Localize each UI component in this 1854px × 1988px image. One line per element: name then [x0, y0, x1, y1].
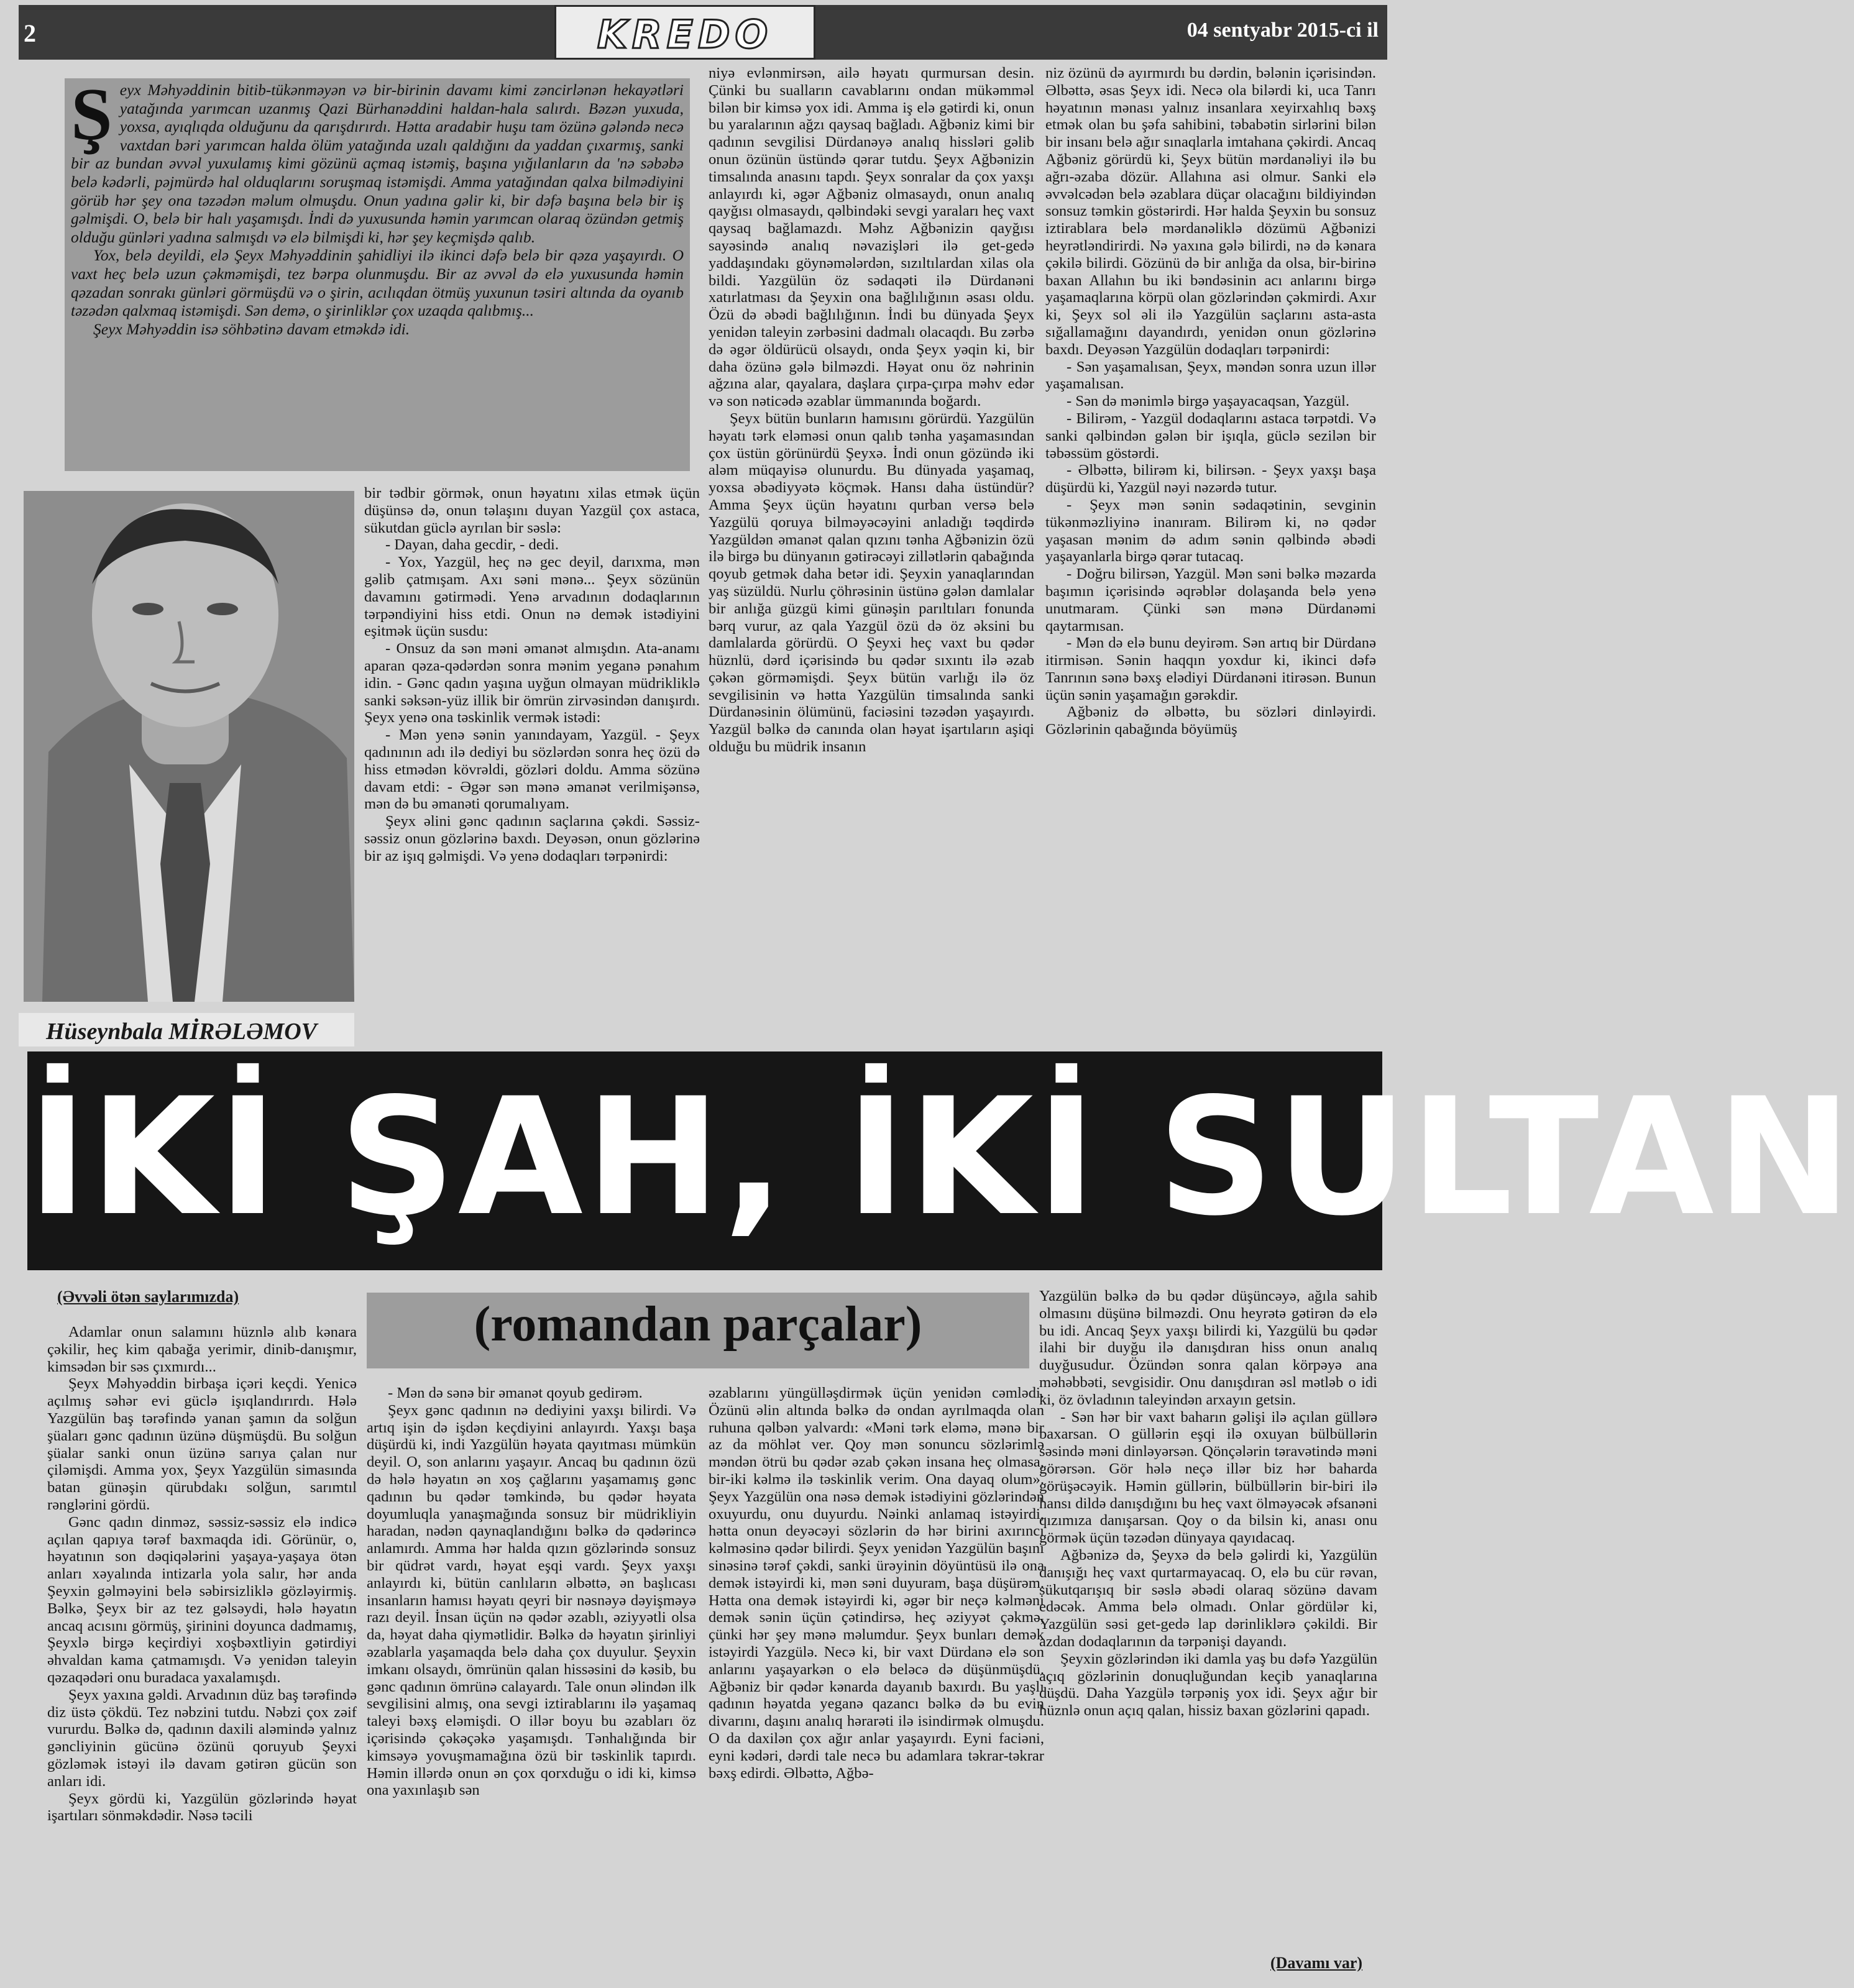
- paragraph: - Onsuz da sən məni əmanət almışdın. Ata-anamı aparan qəza-qədərdən sonra mənim yeganə pənahım idin. - Gənc qadın yaşına uyğun olmayan müdrikliklə sanki səksən-yüz illik bir ömrün zirvəsindən danışırdı. Şeyx yenə ona təskinlik vermək istədi:: [364, 640, 700, 726]
- paragraph: - Sən hər bir vaxt baharın gəlişi ilə açılan güllərə baxarsan. O güllərin eşqi ilə oxuyan bülbüllərin səsində məni dinləyərsən. Qönçələrin təravətində məni görərsən. Gör hələ neçə illər biz hər baharda görüşəcəyik. Həmin güllərin, bülbüllərin bir-biri ilə hansı dildə danışdığını bu heç vaxt ölməyəcək əfsanəni qızımıza danışarsan. Qoy o da bilsin ki, anası onu görmək üçün təzədən dünyaya qayıdacaq.: [1039, 1408, 1377, 1547]
- paragraph: - Şeyx mən sənin sədaqətinin, sevginin tükənməzliyinə inanıram. Bilirəm ki, nə qədər yaşasan mənim də adım sənin qəlbində əbədi yaşayanlarla birgə qərar tutacaq.: [1045, 496, 1376, 566]
- intro-paragraph: Yox, belə deyildi, elə Şeyx Məhyəddinin şahidliyi ilə ikinci dəfə belə bir qəza yaşayırdı. O vaxt heç belə uzun çəkməmişdi, tez bərpa olunmuşdu. Bir az əvvəl də elə yuxusunda həmin qəzadan sonrakı günləri görmüşdü və o şirin, acılıqdan ötmüş yuxunun təsiri altında da oyanıb təzədən qalxmaq istəmişdi. Sən demə, o şirinliklər çox uzaqda qalıbmış...: [71, 246, 684, 320]
- paragraph: - Sən də mənimlə birgə yaşayacaqsan, Yazgül.: [1067, 393, 1350, 410]
- paragraph: Yazgülün bəlkə də bu qədər düşüncəyə, ağıla sahib olmasını düşünə bilməzdi. Onu heyrətə gətirən də elə bu idi. Ancaq Şeyx yaxşı bilirdi ki, Yazgülü bu qədər ilahi bir duyğu ilə danışdıran hiss onun analıq duyğusudur. Özündən sonra qalan körpəyə ana məhəbbəti, sevgisidir. Onu danışdıran əsl mətləb o idi ki, öz övladının taleyindən arxayın getsin.: [1039, 1288, 1377, 1408]
- intro-box: [65, 73, 690, 471]
- article-column-3: [1045, 65, 1376, 1059]
- paragraph: Şeyx əlini gənc qadının saçlarına çəkdi. Səssiz-səssiz onun gözlərinə baxdı. Deyəsən, onun gözlərinə bir az işıq gəlmişdi. Və yenə dodaqları tərpənirdi:: [364, 813, 700, 864]
- paragraph: Şeyxin gözlərindən iki damla yaş bu dəfə Yazgülün açıq gözlərinin donuqluğundan keçib yanaqlarına düşdü. Daha Yazgülə tərpəniş yox idi. Şeyx ağır bir hüznlə onun açıq qalan, hissiz baxan gözlərini qapadı.: [1039, 1650, 1377, 1720]
- section-logo-box: [554, 5, 815, 60]
- paragraph: niz özünü də ayırmırdı bu dərdin, bələnin içərisindən. Əlbəttə, əsas Şeyx idi. Necə ola bilərdi ki, uca Tanrı həyatının mənası yalnız insanlara xeyirxahlıq bəxş etmək olan bu şəfa sahibini, təbabətin sirlərini bilən bir insanı belə ağır sınaqlarla imtahana çəkirdi. Ancaq Ağbəniz görürdü ki, Şeyx bütün mərdanəliyi ilə bu ağrı-əzaba dözür. Allahına asi olmur. Sanki elə əvvəlcədən belə əzablara düçar olacağını bildiyindən sonsuz təmkin göstərirdi. Hər halda Şeyxin bu sonsuz iztirablara belə mərdanəliklə dözümü Ağbənizi heyrətləndirirdi. Nə yaxına gələ bilirdi, nə də kənara çəkilə bilirdi. Gözünü də bir anlığa da olsa, bir-birinə baxan Allahın bu iki bəndəsinin acı anlarını birgə yaşamaqlarına körpü olan gözlərindən çəkmirdi. Axır ki, Şeyx sol əli ilə Yazgülün saçlarını asta-asta sığallamağını dayandırdı, yenidən onun gözlərinə baxdı. Deyəsən Yazgülün dodaqları tərpənirdi:: [1045, 65, 1376, 358]
- author-caption-box: [19, 1013, 354, 1047]
- issue-date: 04 sentyabr 2015-ci il: [1186, 19, 1379, 42]
- paragraph: Ağbəniz də əlbəttə, bu sözləri dinləyirdi. Gözlərinin qabağında böyümüş: [1045, 703, 1376, 738]
- article-column-6: [709, 1385, 1044, 1981]
- paragraph: - Yox, Yazgül, heç nə gec deyil, darıxma, mən gəlib çatmışam. Axı səni mənə... Şeyx sözünün davamını gətirmədi. Yenə arvadının dodaqlarının tərpəndiyini hiss etdi. Onun nə demək istədiyini eşitmək üçün susdu:: [364, 554, 700, 640]
- paragraph: - Mən yenə sənin yanındayam, Yazgül. - Şeyx qadınının adı ilə dediyi bu sözlərdən sonra heç özü də hiss etmədən kövrəldi, gözləri doldu. Amma sözünə davam etdi: - Əgər sən mənə əmanət verilmişənsə, mən də bu əmanəti qorumalıyam.: [364, 726, 700, 813]
- paragraph: Şeyx yaxına gəldi. Arvadının düz baş tərəfində diz üstə çökdü. Tez nəbzini tutdu. Nəbzi çox zəif vururdu. Bəlkə də, qadının daxili aləmində yalnız gəncliyinin gücünə özünü qoruyub Şeyxi gözləmək istəyi ilə davam gətirən gücün son anları idi.: [47, 1686, 357, 1790]
- paragraph: - Doğru bilirsən, Yazgül. Mən səni bəlkə məzarda başımın içərisində əqrəblər dolaşanda belə yenə unutmaram. Çünki sən mənə Dürdanəmi qaytarmısan.: [1045, 566, 1376, 634]
- page-header: [19, 5, 1387, 60]
- intro-paragraph: eyx Məhyəddinin bitib-tükənməyən və bir-birinin davamı kimi zəncirlənən hekayətləri yatağında yarımcan uzanmış Qazi Bürhanəddini haldan-hala salırdı. Bəzən yuxuda, yoxsa, ayıqlıqda olduğunu da qarışdırırdı. Hətta aradabir huşu tam özünə gələndə necə vaxtdan bəri yarımcan halda ölüm yatağında uzalı qaldığını da yaddan çıxarmış, sanki bir az bundan əvvəl yuxulamış kimi gözünü açmaq istəmiş, başına yığılanların da 'nə səbəbə belə kədərli, pəjmürdə hal olduqlarını soruşmaq istəmişdi. Amma yatağından qalxa bilmədiyini görüb hər şey ona təzədən məlum olmuşdu. Onun yadına gəlir ki, bir dəfə başına belə bir iş gəlmişdi. O, belə bir halı yaşamışdı. İndi də yuxusunda həmin yarımcan olaraq özündən getmiş olduğu günləri yadına salmışdı və elə bilmişdi ki, hər şey keçmişdə qalıb.: [71, 81, 684, 246]
- paragraph: əzablarını yüngülləşdirmək üçün yenidən cəmlədi. Özünü əlin altında bəlkə də ondan ayrılmaqda olan ruhuna qəlbən yalvardı: «Məni tərk eləmə, mənə bir az da möhlət ver. Qoy mən sonuncu sözlərimlə məndən ötrü bu qədər əzab çəkən insana heç olmasa, bir-iki kəlmə ilə təskinlik verim. Ona dayaq olum». Şeyx Yazgülün ona nəsə demək istədiyini gözlərindən oxuyurdu, onu duyurdu. Nəinki anlamaq istəyirdi, hətta onun deyəcəyi sözlərin də hər birini axırıncı kəlməsinə qədər bilirdi. Şeyx yenidən Yazgülün başını sinəsinə tərəf çəkdi, sanki ürəyinin döyüntüsü ilə ona demək istəyirdi ki, mən səni duyuram, başa düşürəm. Hətta ona demək istəyirdi ki, əgər bir neçə kəlməni demək sənin üçün çətindirsə, heç əziyyət çəkmə, çünki hər şey mənə məlumdur. Şeyx bunları demək istəyirdi Yazgülə. Necə ki, bir vaxt Dürdanə elə son anlarını yaşayarkən o elə beləcə də düşünmüşdü. Ağbəniz bir qədər kənarda dayanıb baxırdı. Bu yaşlı qadının həyatda yeganə qazancı bəlkə də bu evin divarını, daşını analıq hərarəti ilə isindirmək olmuşdu. O da daxilən çox ağır anlar yaşayırdı. Eyni faciəni, eyni kədəri, dərdi tale necə bu adamlara təkrar-təkrar bəxş edirdi. Əlbəttə, Ağbə-: [709, 1385, 1044, 1782]
- author-photo: [24, 491, 354, 1002]
- article-column-5: [367, 1385, 696, 1981]
- headline-banner: [27, 1051, 1854, 1270]
- subtitle: (romandan parçalar): [474, 1297, 922, 1352]
- paragraph: Şeyx gənc qadının nə dediyini yaxşı bilirdi. Və artıq işin də işdən keçdiyini anlayırdı. Yaxşı başa düşürdü ki, indi Yazgülün həyata qayıtması mümkün deyil. O, son anlarını yaşayır. Ancaq bu qadının özü də hələ həyatın ən xoş çağlarını yaşamamış gənc qadının bu qədər təmkində, bu qədər həyata doyumluqla yanaşmağında sonsuz bir müdrikliyin haradan, nədən qaynaqlandığını bəlkə də qədərincə anlamırdı. Amma hər halda qızın gözlərində sonsuz bir qüdrət vardı, həyat eşqi vardı. Şeyx yaxşı anlayırdı ki, bütün canlıların əlbəttə, ən başlıcası insanların hamısı həyatı qeyri bir nəsnəyə dəyişməyə razı deyil. İnsan üçün nə qədər əzablı, əziyyətli olsa da, həyat daha qiymətlidir. Bəlkə də həyatın şirinliyi əzablarla yaşamaqda belə daha çox duyulur. Şeyxin imkanı olsaydı, ömrünün qalan hissəsini də kəsib, bu gənc qadının ömrünə calayardı. Tale onun əlindən ilk sevgilisini almış, ona sevgi iztirablarını ilə yaşamaq taleyi bəxş eləmişdi. O illər boyu bu əzabları öz içərisində çəkəçəkə yaşamışdı. Tənhalığında bir kimsəyə yovuşmamağına özü bir təskinlik tapırdı. Həmin illərdə onun ən çox qorxduğu o idi ki, kimsə ona yaxınlaşıb sən: [367, 1401, 696, 1799]
- paragraph: - Sən yaşamalısan, Şeyx, məndən sonra uzun illər yaşamalısan.: [1045, 358, 1376, 393]
- page-number: 2: [24, 19, 36, 47]
- author-name: Hüseynbala MİRƏLƏMOV: [46, 1019, 317, 1045]
- headline: İKİ ŞAH, İKİ SULTAN: [27, 1064, 1854, 1252]
- article-column-1: [364, 485, 700, 1028]
- paragraph: niyə evlənmirsən, ailə həyatı qurmursan desin. Çünki bu sualların cavablarını ondan mükəmməl bilən bir kimsə yox idi. Amma iş elə gətirdi ki, onun bu yaralarının ağzı qaysaq bağladı. Ağbəniz kimi bir qadının sevgilisi Dürdanəyə analıq hissləri gəlib onun özünün üstündə qərar tutdu. Şeyx Ağbənizin timsalında anasını tapdı. Şeyx sonralar da çox yaxşı anlayırdı ki, əgər Ağbəniz olmasaydı, onun analıq qayğısı olmasaydı, qəlbindəki sevgi yaraları heç vaxt qaysaq bağlamazdı. Məhz Ağbənizin qayğısı sayəsində analıq nəvazişləri ilə get-gedə yaddaşındakı göynəmələrdən, sızıltılardan xilas ola bildi. Yazgülün öz sədaqəti ilə Dürdanəni xatırlatması da Şeyxin ona bağlılığının əsası oldu. Özü də əbədi bağlılığının. İndi bu dünyada Şeyx yenidən taleyin zərbəsini dadmalı olacaqdı. Bu zərbə də əgər öldürücü olsaydı, onda Şeyx yəqin ki, bir daha özünə gələ bilməzdi. Həyat onu öz nəhrinin ağzına alar, qayalara, daşlara çırpa-çırpa məhv edər və son nəticədə əzablar ümmanında boğardı.: [709, 65, 1034, 410]
- paragraph: - Əlbəttə, bilirəm ki, bilirsən. - Şeyx yaxşı başa düşürdü ki, Yazgül nəyi nəzərdə tutur.: [1045, 462, 1376, 497]
- paragraph: - Dayan, daha gecdir, - dedi.: [385, 536, 559, 554]
- paragraph: Ağbənizə də, Şeyxə də belə gəlirdi ki, Yazgülün danışığı heç vaxt qurtarmayacaq. O, elə bu cür rəvan, sükutqarışıq bir səslə əbədi olaraq sözünə davam edəcək. Amma belə olmadı. Onlar gördülər ki, Yazgülün səsi get-gedə lap dərinliklərə çəkildi. Bir azdan dodaqlarının da tərpənişi dayandı.: [1039, 1546, 1377, 1650]
- paragraph: Şeyx Məhyəddin birbaşa içəri keçdi. Yenicə açılmış səhər evi güclə işıqlandırırdı. Hələ Yazgülün baş tərəfində yanan şamın da solğun şüaları gənc qadının üzünə düşmüşdü. Bu solğun şüalar sanki onun üzünə sarıya çalan nur çiləmişdi. Amma yox, Şeyx Yazgülün simasında batan günəşin qürubdakı solğun, sarımtıl rənglərini gördü.: [47, 1375, 357, 1513]
- previous-issues-note: (Əvvəli ötən saylarımızda): [57, 1288, 239, 1306]
- paragraph: Şeyx gördü ki, Yazgülün gözlərində həyat işartıları sönməkdədir. Nəsə təcili: [47, 1790, 357, 1825]
- article-column-2: [709, 65, 1034, 1054]
- paragraph: - Mən də sənə bir əmanət qoyub gedirəm.: [388, 1385, 643, 1401]
- subtitle-box: [367, 1293, 1029, 1368]
- paragraph: - Bilirəm, - Yazgül dodaqlarını astaca tərpətdi. Və sanki qəlbindən gələn bir işıqla, güclə sezilən bir təbəssüm göstərdi.: [1045, 410, 1376, 462]
- paragraph: Adamlar onun salamını hüznlə alıb kənara çəkilir, heç kim qabağa yerimir, dinib-danışmır, kimsədən bir səs çıxmırdı...: [47, 1324, 357, 1375]
- paragraph: Şeyx bütün bunların hamısını görürdü. Yazgülün həyatı tərk eləməsi onun qalıb tənha yaşamasından çox üstün görünürdü Şeyxə. İndi onun gözündə iki aləm müqayisə olunurdu. Bu dünyada yaşamaq, yoxsa əbədiyyətə köçmək. Hansı daha üstündür? Amma Şeyx üçün həyatını qurban versə belə Yazgülü qoruya bilməyəcəyini anladığı təqdirdə Yazgüldən əmanət qalan qızını tənha Ağbənizin özü ilə birgə bu dünyanın gətirəcəyi zillətlərin qabağında qoyub getmək daha betər idi. Şeyxin yanaqlarından yaş süzüldü. Nurlu çöhrəsinin üstünə gələn damlalar bir anlığa güzgü kimi günəşin parıltıları fonunda bərq vurur, az qala Yazgül özü də öz əksini bu damlalarda görürdü. O Şeyxi heç vaxt bu qədər hüznlü, dərd içərisində bu qədər sıxıntı ilə əzab çəkən görməmişdi. Şeyx bütün varlığı ilə öz sevgilisinin və hətta Yazgülün timsalında sanki Dürdanəsinin ölümünü, faciəsini təzədən yaşayırdı. Yazgül bəlkə də canında olan həyat işartıların aşiqi olduğu bu müdrik insanın: [709, 410, 1034, 756]
- portrait-photo-icon: [24, 491, 354, 1002]
- paragraph: Gənc qadın dinməz, səssiz-səssiz elə indicə açılan qapıya tərəf baxmaqda idi. Görünür, o, həyatının son dəqiqələrini yaşaya-yaşaya ötən anları xəyalında intizarla yola salır, hər anda Şeyxin gəlməyini belə səbirsizliklə gözləyirmiş. Bəlkə, Şeyx bir az tez gəlsəydi, hələ həyatın ancaq acısını görmüş, şirinini doyunca dadmamış, Şeyxlə birgə keçirdiyi xoşbəxtliyin gətirdiyi əhvaldan kama çatmamışdı. Və yenidən taleyin qəzaqədəri onu buradaca yaxalamışdı.: [47, 1513, 357, 1686]
- continued-note: (Davamı var): [1270, 1954, 1363, 1972]
- section-logo: KREDO: [597, 12, 773, 57]
- paragraph: - Mən də elə bunu deyirəm. Sən artıq bir Dürdanə itirmisən. Sənin haqqın yoxdur ki, ikinci dəfə Tanrının sənə bəxş elədiyi Dürdanəni itirəsən. Bunun üçün sənin yaşamağın gərəkdir.: [1045, 634, 1376, 703]
- drop-cap: Ş: [71, 73, 112, 155]
- article-column-7: [1039, 1288, 1377, 1953]
- paragraph: bir tədbir görmək, onun həyatını xilas etmək üçün düşünsə də, onun təlaşını duyan Yazgül çox astaca, sükutdan güclə ayrılan bir səslə:: [364, 485, 700, 536]
- article-column-4: [47, 1324, 357, 1976]
- intro-paragraph: Şeyx Məhyəddin isə söhbətinə davam etməkdə idi.: [93, 319, 410, 338]
